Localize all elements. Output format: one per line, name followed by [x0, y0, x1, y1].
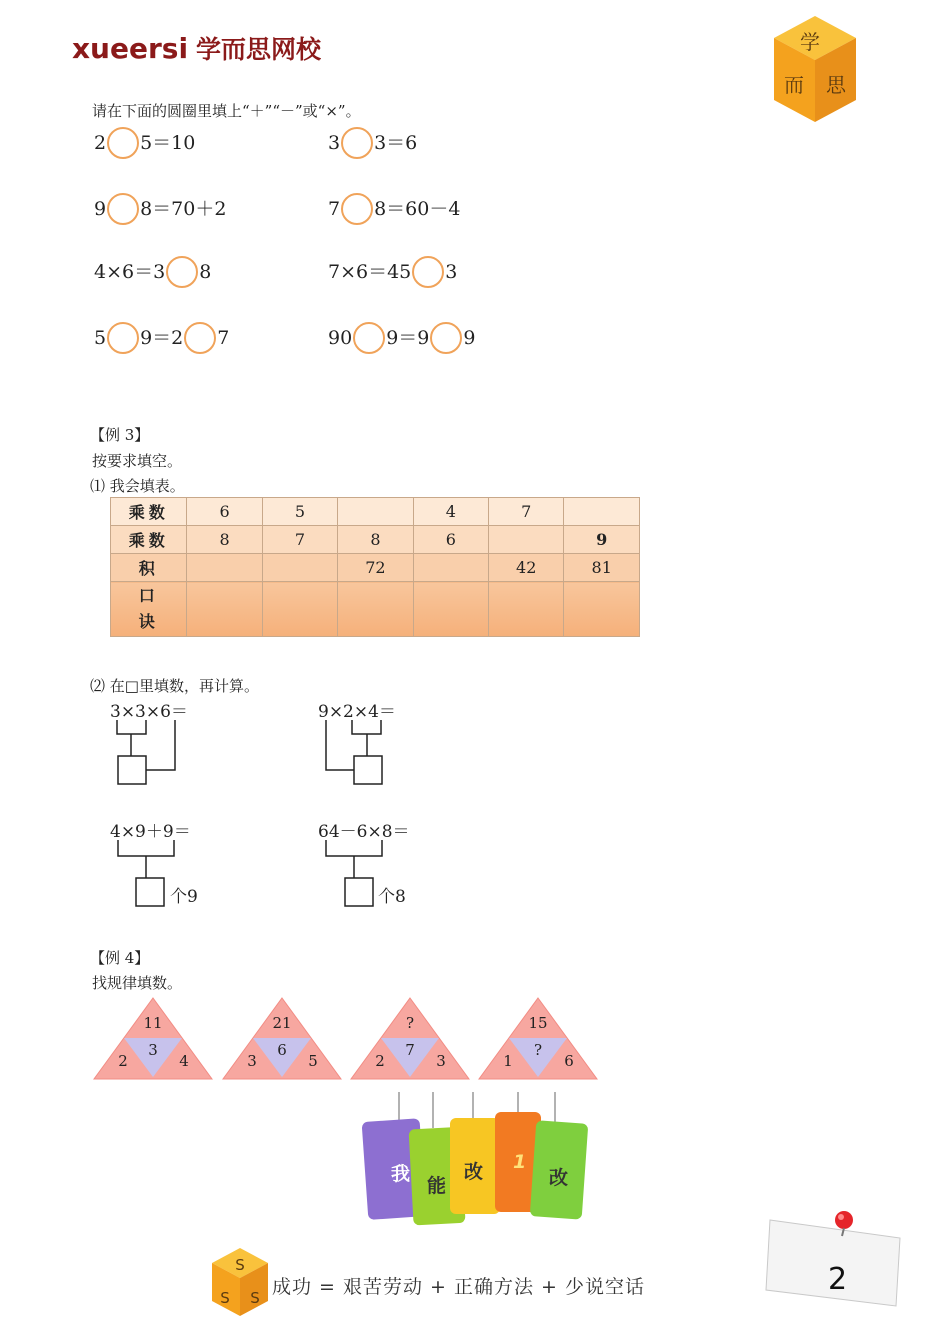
table-cell[interactable]: 9 — [564, 526, 640, 554]
answer-box — [118, 756, 146, 784]
table-cell[interactable] — [338, 498, 413, 526]
equation-1: 2 5＝10 — [94, 125, 195, 161]
equation-7: 5 9＝2 7 — [94, 320, 229, 356]
table-cell[interactable]: 7 — [262, 526, 337, 554]
table-cell[interactable]: 8 — [338, 526, 413, 554]
row-label-koujue: 口 诀 — [111, 582, 187, 637]
table-cell[interactable]: 72 — [338, 554, 413, 582]
answer-box — [136, 878, 164, 906]
multiplication-table — [110, 497, 640, 637]
row-label: 乘数 — [111, 498, 187, 526]
number-triangle-4: 15 ? 1 6 — [477, 996, 599, 1080]
equation-4: 7 8＝60－4 — [328, 191, 460, 227]
table-row — [111, 582, 640, 637]
brand-cn: 学而思网校 — [196, 35, 322, 64]
equation-8: 90 9＝9 9 — [328, 320, 475, 356]
number-triangle-1: 11 3 2 4 — [92, 996, 214, 1080]
bracket-diagram-1 — [110, 718, 190, 786]
bracket-diagram-2 — [318, 718, 398, 786]
operator-circle[interactable] — [353, 322, 385, 354]
equation-6: 7×6＝45 3 — [328, 254, 457, 290]
tag-char-1: 我 — [391, 1163, 411, 1185]
logo-char-2: 而 — [784, 73, 804, 97]
equation-3: 9 8＝70＋2 — [94, 191, 226, 227]
operator-circle[interactable] — [412, 256, 444, 288]
logo-letter-2: S — [220, 1289, 230, 1307]
example3-part2: ⑵ 在□里填数，再计算。 — [90, 677, 259, 695]
equation-2: 3 3＝6 — [328, 125, 417, 161]
table-row — [111, 498, 640, 526]
row-label: 乘数 — [111, 526, 187, 554]
table-cell[interactable]: 81 — [564, 554, 640, 582]
row-label: 积 — [111, 554, 187, 582]
table-cell[interactable]: 7 — [489, 498, 564, 526]
logo-letter-3: S — [250, 1289, 260, 1307]
operator-circle[interactable] — [107, 322, 139, 354]
tag-char-2: 能 — [427, 1175, 447, 1197]
table-cell[interactable] — [564, 498, 640, 526]
example3-title: 【例 3】 — [90, 426, 150, 444]
table-cell[interactable] — [489, 526, 564, 554]
table-row — [111, 526, 640, 554]
table-cell[interactable]: 6 — [413, 526, 488, 554]
ge-label-1: 个9 — [170, 887, 198, 907]
number-triangle-2: 21 6 3 5 — [221, 996, 343, 1080]
number-triangle-3: ? 7 2 3 — [349, 996, 471, 1080]
table-cell[interactable] — [338, 582, 413, 637]
tag-char-5: 改 — [549, 1167, 569, 1189]
answer-box — [345, 878, 373, 906]
table-cell[interactable]: 4 — [413, 498, 488, 526]
tag-char-4: 1 — [513, 1151, 527, 1173]
operator-circle[interactable] — [341, 193, 373, 225]
logo-letter-1: S — [235, 1256, 245, 1274]
operator-circle[interactable] — [184, 322, 216, 354]
operator-circle[interactable] — [166, 256, 198, 288]
equation-5: 4×6＝3 8 — [94, 254, 211, 290]
expression-1: 3×3×6＝ — [110, 702, 188, 722]
table-cell[interactable]: 5 — [262, 498, 337, 526]
table-cell[interactable]: 42 — [489, 554, 564, 582]
answer-box — [354, 756, 382, 784]
table-cell[interactable] — [413, 554, 488, 582]
expression-3: 4×9＋9＝ — [110, 822, 191, 842]
tag-char-3: 改 — [464, 1161, 484, 1183]
operator-circle[interactable] — [430, 322, 462, 354]
footer-motto: 成功 = 艰苦劳动 + 正确方法 + 少说空话 — [272, 1276, 645, 1298]
table-cell[interactable] — [564, 582, 640, 637]
brand-logo — [72, 30, 321, 66]
logo-char-3: 思 — [826, 73, 846, 97]
example4-title: 【例 4】 — [90, 949, 150, 967]
table-row — [111, 554, 640, 582]
xueersi-cube-logo — [770, 14, 860, 126]
table-cell[interactable] — [187, 554, 262, 582]
sss-cube-logo — [210, 1246, 270, 1318]
ge-label-2: 个8 — [378, 887, 406, 907]
expression-2: 9×2×4＝ — [318, 702, 396, 722]
operator-circle[interactable] — [107, 127, 139, 159]
table-cell[interactable]: 8 — [187, 526, 262, 554]
table-cell[interactable] — [262, 582, 337, 637]
instruction-operators: 请在下面的圆圈里填上“＋”“－”或“×”。 — [92, 102, 361, 120]
example4-instruction: 找规律填数。 — [92, 974, 183, 992]
table-cell[interactable]: 6 — [187, 498, 262, 526]
table-cell[interactable] — [489, 582, 564, 637]
hanging-tags-illustration — [355, 1090, 595, 1230]
example3-instruction: 按要求填空。 — [92, 452, 183, 470]
operator-circle[interactable] — [107, 193, 139, 225]
page-number: 2 — [828, 1262, 848, 1297]
table-cell[interactable] — [262, 554, 337, 582]
example3-part1: ⑴ 我会填表。 — [90, 477, 185, 495]
table-cell[interactable] — [413, 582, 488, 637]
operator-circle[interactable] — [341, 127, 373, 159]
expression-4: 64－6×8＝ — [318, 822, 410, 842]
brand-en: xueersi — [72, 32, 189, 65]
table-cell[interactable] — [187, 582, 262, 637]
logo-char-1: 学 — [800, 30, 820, 54]
